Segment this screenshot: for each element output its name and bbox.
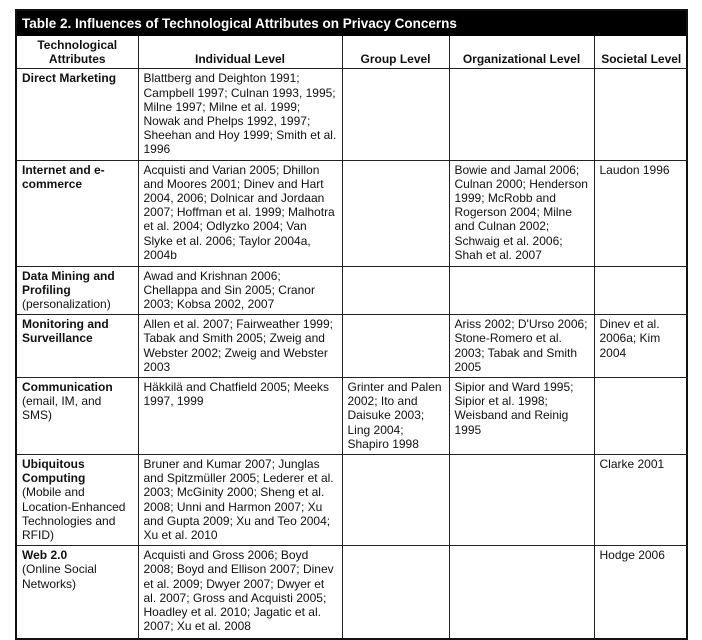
attribute-cell: [17, 455, 138, 546]
group-level-cell: [342, 315, 449, 378]
header-row: [17, 36, 688, 69]
group-level-cell: [342, 160, 449, 266]
individual-level-cell: Allen et al. 2007; Fairweather 1999; Tabak and Smith 2005; Zweig and Webster 2002; Zweig and Webster 2003: [138, 315, 342, 378]
individual-level-cell: Bruner and Kumar 2007; Junglas and Spitzmüller 2005; Lederer et al. 2003; McGinity 2000; Sheng et al. 2008; Unni and Harmon 2007; Xu and Gupta 2009; Xu and Teo 2004; Xu et al. 2010: [138, 455, 342, 546]
table-row: [17, 266, 688, 315]
individual-level-cell: Blattberg and Deighton 1991; Campbell 1997; Culnan 1993, 1995; Milne 1997; Milne et al. 1999; Nowak and Phelps 1992, 1997; Sheehan and Hoy 1999; Smith et al. 1996: [138, 69, 342, 160]
attribute-name: Internet and e-commerce: [22, 162, 105, 191]
group-level-cell: [342, 69, 449, 160]
table-grid: [17, 36, 688, 638]
attribute-name: Direct Marketing: [22, 71, 117, 86]
table-row: [17, 160, 688, 266]
table-row: [17, 455, 688, 546]
organizational-level-cell: Sipior and Ward 1995; Sipior et al. 1998; Weisband and Reinig 1995: [449, 378, 594, 455]
societal-level-cell: Clarke 2001: [594, 455, 688, 546]
organizational-level-cell: Bowie and Jamal 2006; Culnan 2000; Henderson 1999; McRobb and Rogerson 2004; Milne and Culnan 2002; Schwaig et al. 2006; Shah et al. 2007: [449, 160, 594, 266]
table-title: Table 2. Influences of Technological Attributes on Privacy Concerns: [17, 11, 686, 36]
header-individual: Individual Level: [138, 36, 342, 69]
societal-level-cell: Laudon 1996: [594, 160, 688, 266]
table-row: [17, 546, 688, 638]
individual-level-cell: Acquisti and Varian 2005; Dhillon and Moores 2001; Dinev and Hart 2004, 2006; Dolnicar and Jordaan 2007; Hoffman et al. 1999; Malhotra et al. 2004; Odlyzko 2004; Van Slyke et al. 2006; Taylor 2004a, 2004b: [138, 160, 342, 266]
attribute-subtitle: (Mobile and Location-Enhanced Technologies and RFID): [22, 485, 126, 543]
organizational-level-cell: [449, 455, 594, 546]
attribute-cell: [17, 546, 138, 638]
attribute-subtitle: (personalization): [22, 297, 111, 312]
header-societal: Societal Level: [594, 36, 688, 69]
header-attribute: Technological Attributes: [17, 36, 138, 69]
organizational-level-cell: [449, 266, 594, 315]
table-row: [17, 378, 688, 455]
organizational-level-cell: [449, 69, 594, 160]
attribute-cell: [17, 69, 138, 160]
individual-level-cell: Häkkilä and Chatfield 2005; Meeks 1997, 1999: [138, 378, 342, 455]
attribute-cell: [17, 160, 138, 266]
societal-level-cell: [594, 266, 688, 315]
header-group: Group Level: [342, 36, 449, 69]
attribute-name: Web 2.0: [22, 548, 68, 563]
societal-level-cell: [594, 378, 688, 455]
table-row: [17, 315, 688, 378]
organizational-level-cell: [449, 546, 594, 638]
attribute-name: Data Mining and Profiling: [22, 268, 115, 297]
individual-level-cell: Awad and Krishnan 2006; Chellappa and Sin 2005; Cranor 2003; Kobsa 2002, 2007: [138, 266, 342, 315]
attribute-subtitle: (Online Social Networks): [22, 562, 97, 591]
group-level-cell: [342, 266, 449, 315]
table-row: [17, 69, 688, 160]
attribute-name: Ubiquitous Computing: [22, 457, 86, 486]
group-level-cell: Grinter and Palen 2002; Ito and Daisuke 2003; Ling 2004; Shapiro 1998: [342, 378, 449, 455]
group-level-cell: [342, 455, 449, 546]
attribute-cell: [17, 315, 138, 378]
header-organizational: Organizational Level: [449, 36, 594, 69]
societal-level-cell: Dinev et al. 2006a; Kim 2004: [594, 315, 688, 378]
group-level-cell: [342, 546, 449, 638]
attribute-cell: [17, 266, 138, 315]
attribute-name: Monitoring and Surveillance: [22, 317, 109, 346]
organizational-level-cell: Ariss 2002; D'Urso 2006; Stone-Romero et al. 2003; Tabak and Smith 2005: [449, 315, 594, 378]
attribute-subtitle: (email, IM, and SMS): [22, 394, 102, 423]
attribute-name: Communication: [22, 380, 113, 395]
societal-level-cell: Hodge 2006: [594, 546, 688, 638]
privacy-table: [15, 9, 688, 640]
individual-level-cell: Acquisti and Gross 2006; Boyd 2008; Boyd and Ellison 2007; Dinev et al. 2009; Dwyer 2007; Dwyer et al. 2007; Gross and Acquisti 2005; Hoadley et al. 2010; Jagatic et al. 2007; Xu et al. 2008: [138, 546, 342, 638]
attribute-cell: [17, 378, 138, 455]
societal-level-cell: [594, 69, 688, 160]
